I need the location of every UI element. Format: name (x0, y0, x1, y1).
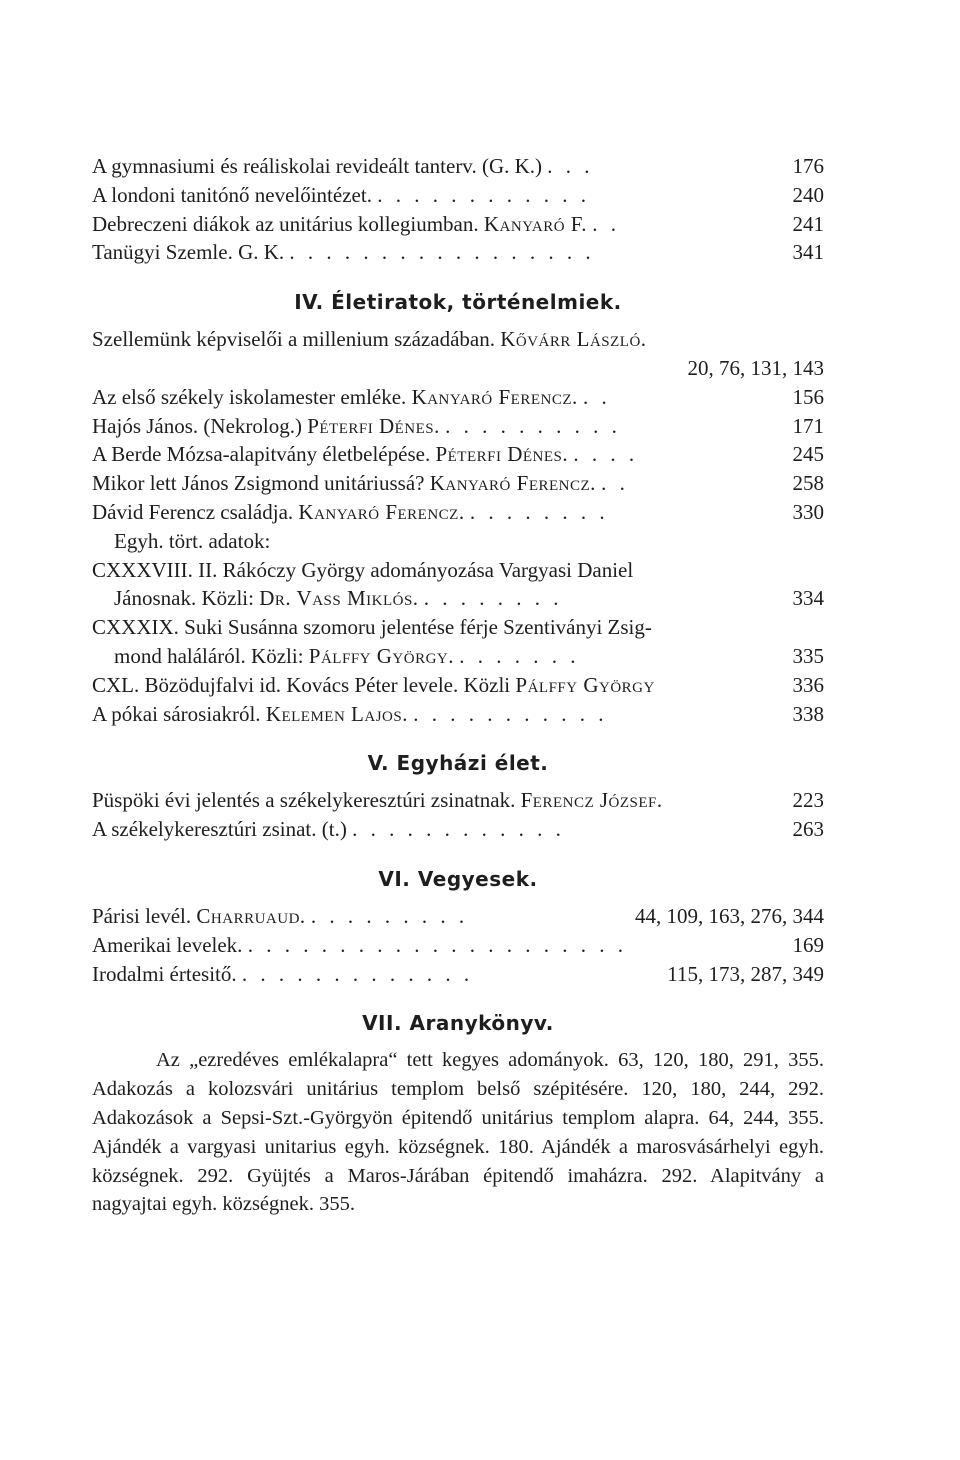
subsection-title: Egyh. tört. adatok: (114, 528, 271, 553)
spacer (92, 988, 824, 1000)
leader-dots: . . (592, 211, 621, 236)
page-number: 240 (792, 182, 824, 207)
toc-entry (92, 238, 824, 267)
entry-title: A pókai sárosiakról. (92, 701, 261, 726)
entry-title: A gymnasiumi és reáliskolai revideált tanterv. (G. K.) (92, 154, 543, 178)
entry-title: A londoni tanitónő nevelőintézet. (92, 182, 372, 207)
entry-author: Kelemen Lajos. (265, 701, 408, 726)
page-number: 44, 109, 163, 276, 344 (635, 903, 824, 928)
page-number: 223 (792, 788, 824, 813)
entry-title: Debreczeni diákok az unitárius kollegiumban. (92, 211, 479, 236)
entry-title: Dávid Ferencz családja. (92, 499, 294, 524)
toc-entry-continuation (92, 642, 824, 671)
entry-author: Kanyaró Ferencz. (298, 499, 465, 524)
entry-title: Hajós János. (Nekrolog.) (92, 413, 302, 438)
toc-entry-continuation (92, 354, 824, 383)
entry-author: Péterfi Dénes. (435, 442, 569, 467)
section-heading-v: V. Egyházi élet. (367, 751, 549, 776)
toc-entry-continuation (92, 584, 824, 613)
leader-dots: . . . . . . . . (469, 499, 609, 524)
toc-entry (92, 700, 824, 729)
page-number: 335 (792, 643, 824, 668)
page-number: 334 (792, 586, 824, 611)
section-heading-vii: VII. Aranykönyv. (362, 1011, 554, 1036)
leader-dots: . . . . (573, 442, 639, 467)
toc-entry (92, 613, 824, 642)
entry-title: Párisi levél. (92, 903, 192, 928)
entry-title: Amerikai levelek. (92, 932, 243, 957)
entry-author: Kővárr László. (500, 327, 647, 352)
page-number: 241 (792, 211, 824, 236)
section-heading-iv: IV. Életiratok, történelmiek. (294, 290, 622, 315)
table-of-contents (92, 152, 824, 1219)
toc-entry (92, 325, 824, 354)
entry-title: Püspöki évi jelentés a székelykeresztúri zsinatnak. (92, 788, 516, 813)
page-number: 330 (792, 499, 824, 524)
toc-entry (92, 181, 824, 210)
toc-entry (92, 210, 824, 239)
leader-dots: . . . . . . . . . . (445, 413, 621, 438)
leader-dots: . . . . . . . . (423, 586, 563, 611)
page-number: 258 (792, 471, 824, 496)
toc-entry (92, 440, 824, 469)
spacer (92, 844, 824, 856)
toc-entry (92, 786, 824, 815)
leader-dots: . . . (547, 154, 594, 178)
leader-dots: . . . . . . . . . . . . . (241, 961, 474, 986)
page-number: 176 (792, 154, 824, 178)
entry-author: Kanyaró F. (483, 211, 588, 236)
entry-author: Pálffy György. (308, 643, 454, 668)
leader-dots: . . . . . . . . . (310, 903, 469, 928)
leader-dots: . . . . . . . . . . . . . . . . . . . . . (247, 932, 627, 957)
entry-title: A székelykeresztúri zsinat. (t.) (92, 817, 347, 842)
entry-title: Irodalmi értesitő. (92, 961, 237, 986)
leader-dots: . . . . . . . . . . . . (377, 182, 590, 207)
entry-author: Péterfi Dénes. (307, 413, 440, 438)
leader-dots: . . . . . . . . . . . (413, 701, 608, 726)
page-number: 341 (792, 240, 824, 265)
page-number: 171 (792, 413, 824, 438)
page-number: 338 (792, 701, 824, 726)
toc-entry (92, 469, 824, 498)
entry-author: Charruaud. (196, 903, 306, 928)
toc-entry (92, 902, 824, 931)
toc-entry (92, 383, 824, 412)
page-number: 20, 76, 131, 143 (687, 355, 824, 380)
page-number: 156 (792, 384, 824, 409)
entry-title: CXXXIX. Suki Susánna szomoru jelentése férje Szentiványi Zsig- (92, 615, 652, 640)
spacer (92, 728, 824, 740)
aranykonyv-paragraph: Az „ezredéves emlékalapra“ tett kegyes adományok. 63, 120, 180, 291, 355. Adakozás a kolozsvári unitárius templom belső szépitésére. 120, 180, 244, 292. Adakozások a Sepsi-Szt.-Györgyön épitendő unitárius templom alapra. 64, 244, 355. Ajándék a vargyasi unitarius egyh. községnek. 180. Ajándék a marosvásárhelyi egyh. községnek. 292. Gyüjtés a Maros-Járában épitendő imaházra. 292. Alapitvány a nagyajtai egyh. községnek. 355. (92, 1049, 824, 1216)
entry-author: Kanyaró Ferencz. (429, 471, 596, 496)
page-number: 263 (792, 817, 824, 842)
page-number: 115, 173, 287, 349 (667, 961, 824, 986)
subsection-label (92, 527, 824, 556)
toc-entry (92, 152, 824, 181)
entry-title: mond haláláról. Közli: (114, 643, 304, 668)
entry-title: Jánosnak. Közli: (114, 586, 254, 611)
entry-title: Szellemünk képviselői a millenium századában. (92, 327, 495, 352)
entry-title: CXXXVIII. II. Rákóczy György adományozása Vargyasi Daniel (92, 557, 634, 582)
toc-entry (92, 412, 824, 441)
entry-title: Mikor lett János Zsigmond unitáriussá? (92, 471, 425, 496)
toc-entry (92, 556, 824, 585)
toc-entry (92, 671, 824, 700)
entry-title: Az első székely iskolamester emléke. (92, 384, 407, 409)
entry-title: Tanügyi Szemle. G. K. (92, 240, 285, 265)
page-number: 169 (792, 932, 824, 957)
page-number: 245 (792, 442, 824, 467)
leader-dots: . . (583, 384, 611, 409)
entry-author: Dr. Vass Miklós. (259, 586, 419, 611)
section-heading-vi: VI. Vegyesek. (378, 866, 538, 891)
leader-dots: . . . . . . . . . . . . . . . . . (289, 240, 595, 265)
toc-entry (92, 815, 824, 844)
toc-entry (92, 498, 824, 527)
entry-author: Ferencz József. (520, 788, 663, 813)
entry-title: A Berde Mózsa-alapitvány életbelépése. (92, 442, 431, 467)
entry-author: Pálffy György (515, 672, 655, 697)
entry-author: Kanyaró Ferencz. (411, 384, 578, 409)
toc-entry (92, 931, 824, 960)
leader-dots: . . (601, 471, 629, 496)
toc-entry (92, 960, 824, 989)
page-number: 336 (792, 672, 824, 697)
leader-dots: . . . . . . . (459, 643, 580, 668)
leader-dots: . . . . . . . . . . . . (352, 817, 565, 842)
entry-title: CXL. Bözödujfalvi id. Kovács Péter levele. Közli (92, 672, 511, 697)
spacer (92, 267, 824, 279)
